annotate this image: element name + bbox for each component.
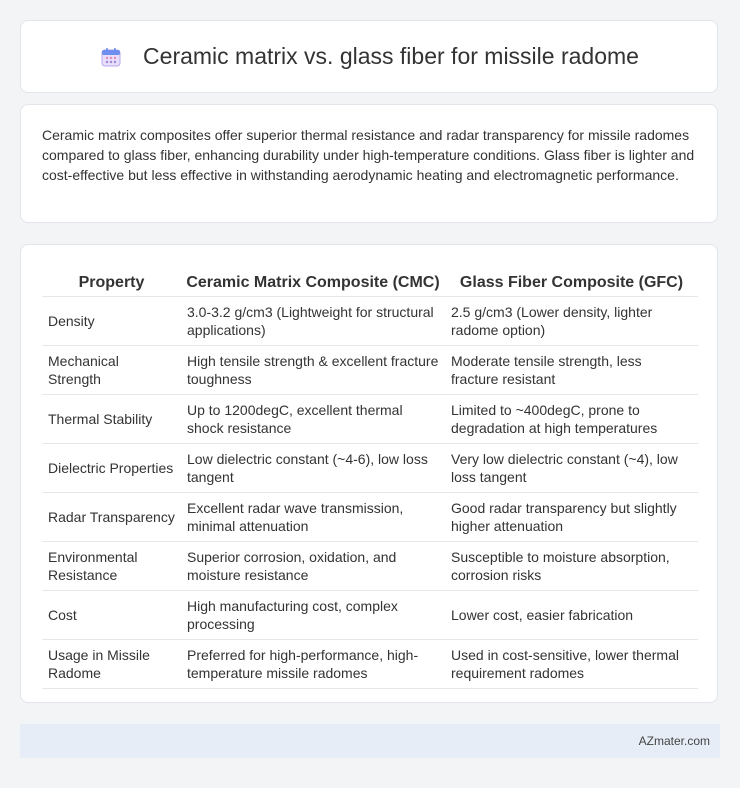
property-cell: Density [42, 297, 181, 346]
cmc-cell: Excellent radar wave transmission, minimal attenuation [181, 493, 445, 542]
cmc-cell: High tensile strength & excellent fracture toughness [181, 346, 445, 395]
page-title: Ceramic matrix vs. glass fiber for missile radome [143, 43, 639, 69]
property-cell: Mechanical Strength [42, 346, 181, 395]
gfc-cell: Good radar transparency but slightly higher attenuation [445, 493, 698, 542]
column-header-property: Property [42, 265, 181, 297]
cmc-cell: Up to 1200degC, excellent thermal shock resistance [181, 395, 445, 444]
footer-site-link[interactable]: AZmater.com [638, 734, 710, 748]
table-row [42, 297, 698, 346]
cmc-cell: High manufacturing cost, complex processing [181, 591, 445, 640]
table-row [42, 346, 698, 395]
cmc-cell: Low dielectric constant (~4-6), low loss tangent [181, 444, 445, 493]
gfc-cell: Very low dielectric constant (~4), low loss tangent [445, 444, 698, 493]
comparison-table [42, 265, 698, 689]
property-cell: Cost [42, 591, 181, 640]
gfc-cell: 2.5 g/cm3 (Lower density, lighter radome option) [445, 297, 698, 346]
title-card [20, 20, 718, 93]
cmc-cell: Preferred for high-performance, high-temperature missile radomes [181, 640, 445, 689]
property-cell: Usage in Missile Radome [42, 640, 181, 689]
table-row [42, 395, 698, 444]
gfc-cell: Used in cost-sensitive, lower thermal requirement radomes [445, 640, 698, 689]
cmc-cell: Superior corrosion, oxidation, and moisture resistance [181, 542, 445, 591]
footer [20, 724, 720, 758]
gfc-cell: Susceptible to moisture absorption, corrosion risks [445, 542, 698, 591]
property-cell: Radar Transparency [42, 493, 181, 542]
table-row [42, 493, 698, 542]
gfc-cell: Moderate tensile strength, less fracture resistant [445, 346, 698, 395]
summary-card [20, 104, 718, 223]
property-cell: Environmental Resistance [42, 542, 181, 591]
table-row [42, 591, 698, 640]
table-row [42, 444, 698, 493]
table-header-row [42, 265, 698, 297]
comparison-table-card [20, 244, 718, 703]
table-row [42, 640, 698, 689]
property-cell: Dielectric Properties [42, 444, 181, 493]
column-header-cmc: Ceramic Matrix Composite (CMC) [181, 265, 445, 297]
cmc-cell: 3.0-3.2 g/cm3 (Lightweight for structural applications) [181, 297, 445, 346]
calendar-icon [99, 45, 123, 69]
gfc-cell: Limited to ~400degC, prone to degradation at high temperatures [445, 395, 698, 444]
gfc-cell: Lower cost, easier fabrication [445, 591, 698, 640]
summary-text: Ceramic matrix composites offer superior thermal resistance and radar transparency for missile radomes compared to glass fiber, enhancing durability under high-temperature conditions. Glass fiber is lighter and cost-effective but less effective in withstanding aerodynamic heating and electromagnetic performance. [42, 127, 695, 183]
table-row [42, 542, 698, 591]
column-header-gfc: Glass Fiber Composite (GFC) [445, 265, 698, 297]
property-cell: Thermal Stability [42, 395, 181, 444]
